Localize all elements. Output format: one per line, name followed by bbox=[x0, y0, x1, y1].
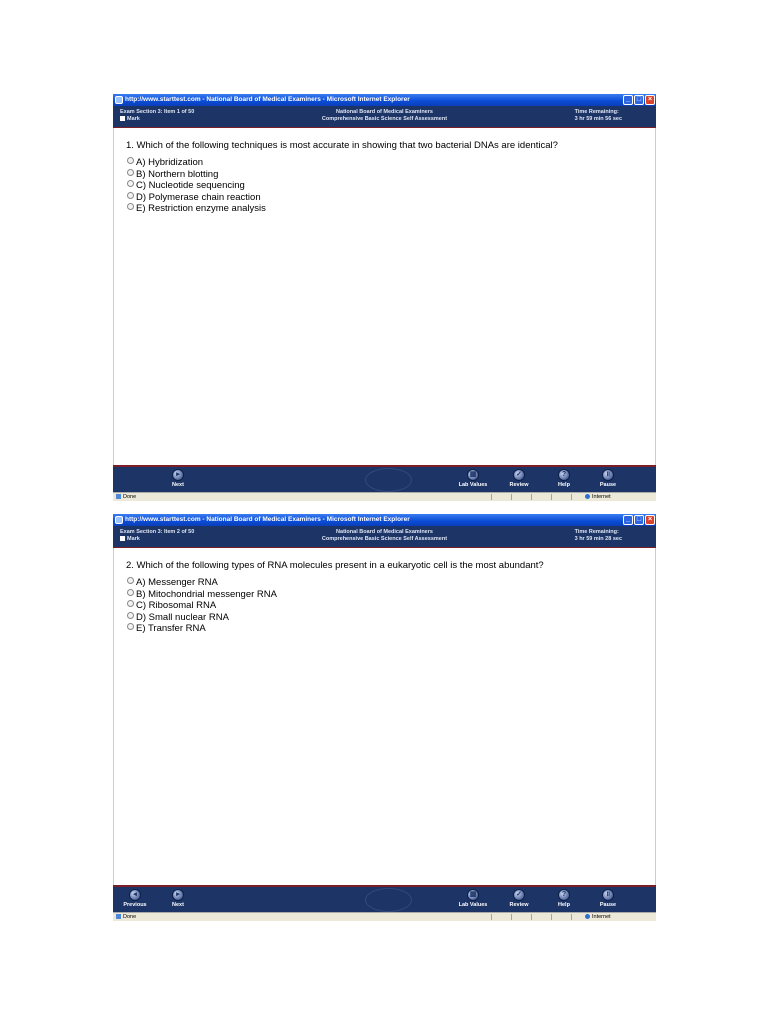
radio-icon[interactable] bbox=[127, 180, 134, 187]
previous-button[interactable]: ◂ Previous bbox=[123, 891, 147, 908]
review-button[interactable]: ✓ Review bbox=[509, 891, 529, 908]
review-icon: ✓ bbox=[513, 469, 525, 481]
choice-c[interactable]: C) Nucleotide sequencing bbox=[127, 180, 266, 192]
assessment-name: Comprehensive Basic Science Self Assessment bbox=[321, 116, 448, 122]
radio-icon[interactable] bbox=[127, 157, 134, 164]
seal-logo bbox=[365, 888, 412, 912]
seal-logo bbox=[365, 468, 412, 492]
choice-a[interactable]: A) Hybridization bbox=[127, 157, 266, 169]
exam-header bbox=[113, 526, 656, 548]
close-button[interactable]: × bbox=[645, 515, 655, 525]
bottom-toolbar bbox=[113, 465, 656, 492]
status-bar bbox=[113, 492, 656, 501]
radio-icon[interactable] bbox=[127, 192, 134, 199]
pause-button[interactable]: ॥ Pause bbox=[599, 471, 617, 488]
pause-icon: ॥ bbox=[602, 469, 614, 481]
org-name: National Board of Medical Examiners bbox=[336, 109, 433, 115]
browser-window-2 bbox=[113, 514, 656, 934]
section-label: Exam Section 3: Item 1 of 50 bbox=[120, 109, 195, 115]
browser-window-1 bbox=[113, 94, 656, 514]
next-button[interactable]: ▸ Next bbox=[172, 891, 184, 908]
question-text: 1. Which of the following techniques is most accurate in showing that two bacterial DNAs are identical? bbox=[126, 140, 558, 151]
zone-text: Internet bbox=[592, 914, 611, 920]
choice-e[interactable]: E) Transfer RNA bbox=[127, 623, 277, 635]
zone-text: Internet bbox=[592, 494, 611, 500]
radio-icon[interactable] bbox=[127, 623, 134, 630]
status-text: Done bbox=[123, 914, 137, 920]
assessment-name: Comprehensive Basic Science Self Assessment bbox=[321, 536, 448, 542]
maximize-button[interactable]: □ bbox=[634, 95, 644, 105]
lab-values-icon: ▦ bbox=[467, 889, 479, 901]
help-icon: ? bbox=[558, 889, 570, 901]
choice-a[interactable]: A) Messenger RNA bbox=[127, 577, 277, 589]
question-area bbox=[113, 548, 656, 885]
mark-checkbox[interactable]: Mark bbox=[120, 116, 194, 123]
lab-values-icon: ▦ bbox=[467, 469, 479, 481]
mark-checkbox[interactable]: Mark bbox=[120, 536, 194, 543]
status-text: Done bbox=[123, 494, 137, 500]
choice-d[interactable]: D) Small nuclear RNA bbox=[127, 612, 277, 624]
question-text: 2. Which of the following types of RNA molecules present in a eukaryotic cell is the most abundant? bbox=[126, 560, 544, 571]
radio-icon[interactable] bbox=[127, 589, 134, 596]
status-bar bbox=[113, 912, 656, 921]
question-area bbox=[113, 128, 656, 465]
exam-header bbox=[113, 106, 656, 128]
choice-e[interactable]: E) Restriction enzyme analysis bbox=[127, 203, 266, 215]
choice-c[interactable]: C) Ribosomal RNA bbox=[127, 600, 277, 612]
bottom-toolbar bbox=[113, 885, 656, 912]
section-label: Exam Section 3: Item 2 of 50 bbox=[120, 529, 195, 535]
internet-zone-icon bbox=[585, 914, 590, 919]
choice-b[interactable]: B) Northern blotting bbox=[127, 169, 266, 181]
previous-arrow-icon: ◂ bbox=[129, 889, 141, 901]
lab-values-button[interactable]: ▦ Lab Values bbox=[458, 891, 488, 908]
window-title: http://www.starttest.com - National Board of Medical Examiners - Microsoft Internet Explorer bbox=[125, 96, 410, 103]
radio-icon[interactable] bbox=[127, 600, 134, 607]
title-bar bbox=[113, 94, 656, 106]
minimize-button[interactable]: _ bbox=[623, 515, 633, 525]
radio-icon[interactable] bbox=[127, 577, 134, 584]
time-remaining: 3 hr 59 min 56 sec bbox=[574, 116, 622, 122]
answer-choices bbox=[127, 157, 266, 215]
radio-icon[interactable] bbox=[127, 612, 134, 619]
page-icon bbox=[116, 914, 121, 919]
lab-values-button[interactable]: ▦ Lab Values bbox=[458, 471, 488, 488]
review-button[interactable]: ✓ Review bbox=[509, 471, 529, 488]
time-remaining: 3 hr 59 min 28 sec bbox=[574, 536, 622, 542]
help-button[interactable]: ? Help bbox=[558, 891, 570, 908]
pause-icon: ॥ bbox=[602, 889, 614, 901]
ie-icon bbox=[115, 516, 123, 524]
minimize-button[interactable]: _ bbox=[623, 95, 633, 105]
page-icon bbox=[116, 494, 121, 499]
time-label: Time Remaining: bbox=[574, 529, 619, 535]
radio-icon[interactable] bbox=[127, 169, 134, 176]
internet-zone-icon bbox=[585, 494, 590, 499]
window-title: http://www.starttest.com - National Board of Medical Examiners - Microsoft Internet Explorer bbox=[125, 516, 410, 523]
title-bar bbox=[113, 514, 656, 526]
choice-d[interactable]: D) Polymerase chain reaction bbox=[127, 192, 266, 204]
time-label: Time Remaining: bbox=[574, 109, 619, 115]
ie-icon bbox=[115, 96, 123, 104]
review-icon: ✓ bbox=[513, 889, 525, 901]
close-button[interactable]: × bbox=[645, 95, 655, 105]
radio-icon[interactable] bbox=[127, 203, 134, 210]
next-button[interactable]: ▸ Next bbox=[172, 471, 184, 488]
next-arrow-icon: ▸ bbox=[172, 889, 184, 901]
maximize-button[interactable]: □ bbox=[634, 515, 644, 525]
pause-button[interactable]: ॥ Pause bbox=[599, 891, 617, 908]
answer-choices bbox=[127, 577, 277, 635]
help-icon: ? bbox=[558, 469, 570, 481]
choice-b[interactable]: B) Mitochondrial messenger RNA bbox=[127, 589, 277, 601]
next-arrow-icon: ▸ bbox=[172, 469, 184, 481]
help-button[interactable]: ? Help bbox=[558, 471, 570, 488]
org-name: National Board of Medical Examiners bbox=[336, 529, 433, 535]
